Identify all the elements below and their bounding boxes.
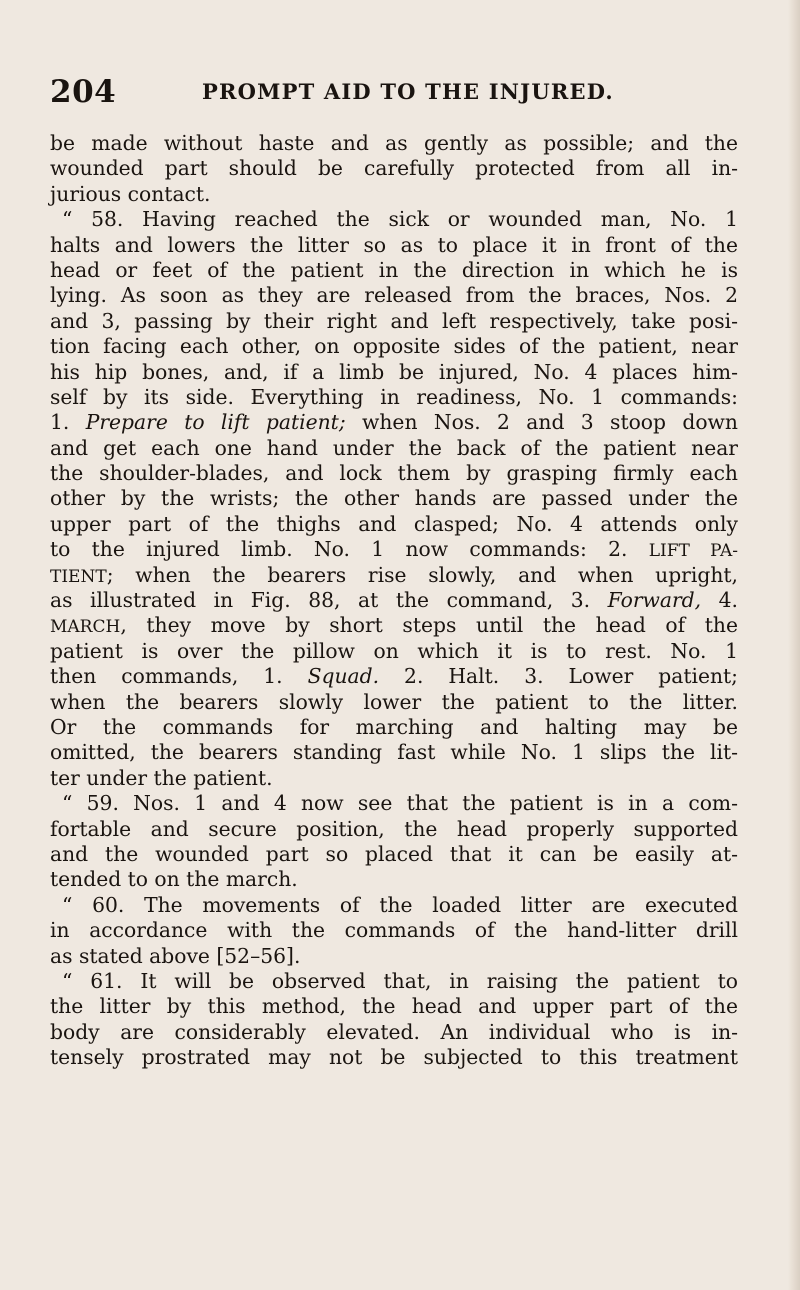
text-line: in accordance with the commands of the hand-litter drill: [50, 918, 738, 943]
text-line: be made without haste and as gently as possible; and the: [50, 131, 738, 155]
text-line: “ 58. Having reached the sick or wounded man, No. 1: [62, 207, 738, 232]
text-line: tended to on the march.: [50, 867, 298, 892]
text-line: MARCH, they move by short steps until the head of the: [50, 613, 738, 638]
text-line: when the bearers slowly lower the patient to the litter.: [50, 689, 738, 714]
text-line: patient is over the pillow on which it is to rest. No. 1: [50, 638, 738, 663]
text-line: 1. Prepare to lift patient; when Nos. 2 and 3 stoop down: [50, 410, 738, 435]
text-line: head or feet of the patient in the direction in which he is: [50, 257, 738, 282]
small-caps-phrase: MARCH: [50, 617, 121, 638]
text-line: TIENT; when the bearers rise slowly, and when upright,: [50, 562, 738, 587]
italic-phrase: Squad.: [307, 664, 380, 689]
text-line: body are considerably elevated. An individual who is in-: [50, 1019, 738, 1044]
text-line: the shoulder-blades, and lock them by grasping firmly each: [50, 461, 738, 486]
text-line: fortable and secure position, the head properly supported: [50, 816, 738, 841]
text-line: “ 61. It will be observed that, in raising the patient to: [62, 968, 738, 993]
page-edge-shadow: [788, 0, 800, 1290]
text-line: lying. As soon as they are released from the braces, Nos. 2: [50, 283, 738, 308]
small-caps-phrase: TIENT: [50, 566, 107, 587]
text-line: as illustrated in Fig. 88, at the command, 3. Forward, 4.: [50, 588, 738, 613]
text-line: omitted, the bearers standing fast while No. 1 slips the lit-: [50, 740, 738, 765]
text-line: wounded part should be carefully protected from all in-: [50, 156, 738, 181]
text-line: tion facing each other, on opposite sides of the patient, near: [50, 334, 738, 359]
text-line: ter under the patient.: [50, 765, 273, 790]
small-caps-phrase: LIFT PA-: [648, 541, 738, 562]
page-header: [50, 74, 740, 118]
text-line: and 3, passing by their right and left respectively, take posi-: [50, 308, 738, 333]
running-head: PROMPT AID TO THE INJURED.: [202, 79, 614, 104]
text-line: “ 60. The movements of the loaded litter are executed: [62, 892, 738, 917]
text-line: jurious contact.: [50, 181, 211, 206]
text-line: “ 59. Nos. 1 and 4 now see that the patient is in a com-: [62, 791, 738, 816]
text-line: then commands, 1. Squad. 2. Halt. 3. Lower patient;: [50, 664, 738, 689]
body-text: [50, 131, 738, 1070]
text-line: self by its side. Everything in readiness, No. 1 commands:: [50, 384, 738, 409]
text-line: his hip bones, and, if a limb be injured, No. 4 places him-: [50, 359, 738, 384]
text-line: Or the commands for marching and halting may be: [50, 714, 738, 739]
text-line: the litter by this method, the head and upper part of the: [50, 994, 738, 1019]
text-line: tensely prostrated may not be subjected to this treatment: [50, 1045, 738, 1070]
text-line: as stated above [52–56].: [50, 943, 301, 968]
text-line: and the wounded part so placed that it can be easily at-: [50, 841, 738, 866]
text-line: to the injured limb. No. 1 now commands: 2. LIFT PA-: [50, 537, 738, 562]
page-number: 204: [50, 74, 117, 110]
italic-phrase: Prepare to lift patient;: [85, 410, 346, 435]
text-line: and get each one hand under the back of the patient near: [50, 435, 738, 460]
italic-phrase: Forward,: [607, 588, 702, 613]
text-line: other by the wrists; the other hands are passed under the: [50, 486, 738, 511]
text-line: upper part of the thighs and clasped; No. 4 attends only: [50, 511, 738, 536]
text-line: halts and lowers the litter so as to place it in front of the: [50, 232, 738, 257]
